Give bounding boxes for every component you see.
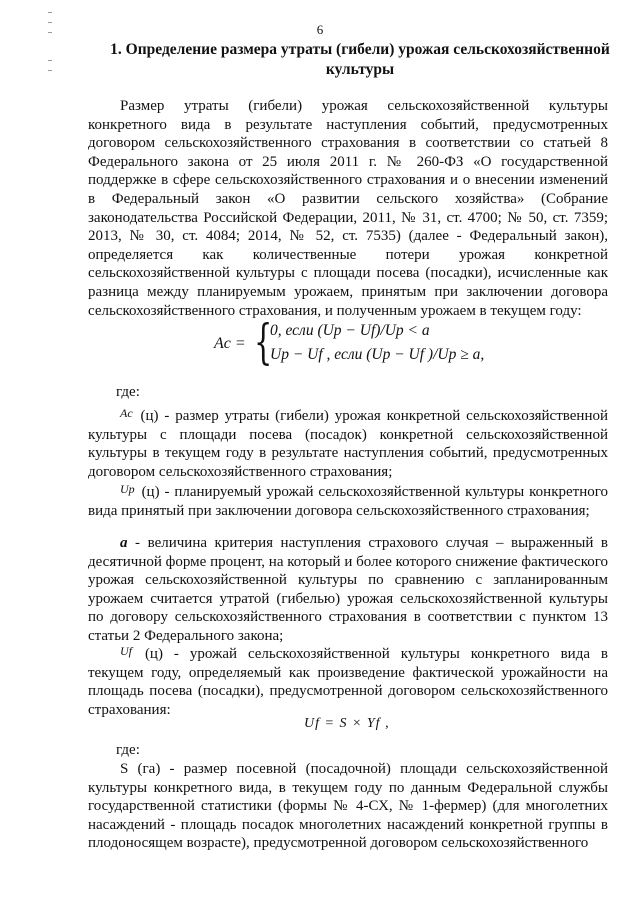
definition-text: (ц) - урожай сельскохозяйственной культуры конкретного вида в текущем году, определяемый как произведение фактической урожайности на площадь посева (посадки), предусмотренной договором сельскохозяйственного страхования: — [88, 646, 608, 718]
formula-brace: { — [254, 314, 273, 370]
symbol-up: Uр — [120, 482, 135, 496]
section-heading: 1. Определение размера утраты (гибели) урожая сельскохозяйственной культуры — [110, 41, 610, 78]
symbol-a: a — [120, 535, 128, 551]
definition-text: - величина критерия наступления страхового случая – выраженный в десятичной форме процент, на который и более которого снижение фактического урожая сельскохозяйственной культуры по сравнению с запланированным урожаем считается утратой (гибелью) урожая сельскохозяйственной культуры по договору сельскохозяйственного страхования в соответствии с пунктом 13 статьи 2 Федерального закона; — [88, 535, 608, 644]
symbol-uf: Uf — [120, 644, 132, 658]
definition-uf — [88, 642, 608, 719]
symbol-ac: Aс — [120, 406, 133, 420]
definition-text: (ц) - размер утраты (гибели) урожая конкретной сельскохозяйственной культуры с площади посева (посадок) конкретной сельскохозяйственной культуры в текущем году в результате наступления событий, предусмотренных договором сельскохозяйственного страхования; — [88, 408, 608, 480]
definition-ac — [88, 404, 608, 481]
margin-mark — [48, 70, 52, 71]
page-number: 6 — [316, 22, 324, 37]
intro-paragraph: Размер утраты (гибели) урожая сельскохозяйственной культуры конкретного вида в результате наступления событий, предусмотренных договором сельскохозяйственного страхования в соответствии со статьей 8 Федерального закона от 25 июля 2011 г. № 260-ФЗ «О государственной поддержке в сфере сельскохозяйственного страхования и о внесении изменений в Федеральный закон «О развитии сельского хозяйства» (Собрание законодательства Российской Федерации, 2011, № 31, ст. 4700; № 50, ст. 7359; 2013, № 30, ст. 4084; 2014, № 52, ст. 7535) (далее - Федеральный закон), определяется как количественные потери урожая конкретной сельскохозяйственной культуры с площади посева (посадки), исчисленные как разница между планируемым урожаем, принятым при заключении договора сельскохозяйственного страхования, и полученным урожаем в текущем году: — [88, 98, 608, 319]
formula-lhs: Aс = — [214, 335, 246, 352]
definition-up — [88, 480, 608, 520]
margin-mark — [48, 12, 52, 13]
formula-case-2: Uр − Uf , если (Uр − Uf )/Uр ≥ a, — [270, 346, 485, 363]
formula-case-1: 0, если (Uр − Uf)/Uр < a — [270, 322, 430, 339]
margin-mark — [48, 60, 52, 61]
definition-text: (ц) - планируемый урожай сельскохозяйственной культуры конкретного вида принятый при заключении договора сельскохозяйственного страхования; — [88, 484, 608, 519]
where-label: где: — [116, 742, 140, 758]
where-label: где: — [116, 384, 140, 400]
main-formula — [214, 314, 514, 370]
definition-a — [88, 534, 608, 646]
uf-formula: Uf = S × Yf , — [304, 716, 390, 731]
definition-s: S (га) - размер посевной (посадочной) площади сельскохозяйственной культуры конкретного вида, в текущем году по данным Федеральной службы государственной статистики (формы № 4-СХ, № 1-фермер) (для многолетних насаждений - площадь посадок многолетних насаждений конкретной группы в плодоносящем возрасте), предусмотренной договором сельскохозяйственного — [88, 761, 608, 852]
